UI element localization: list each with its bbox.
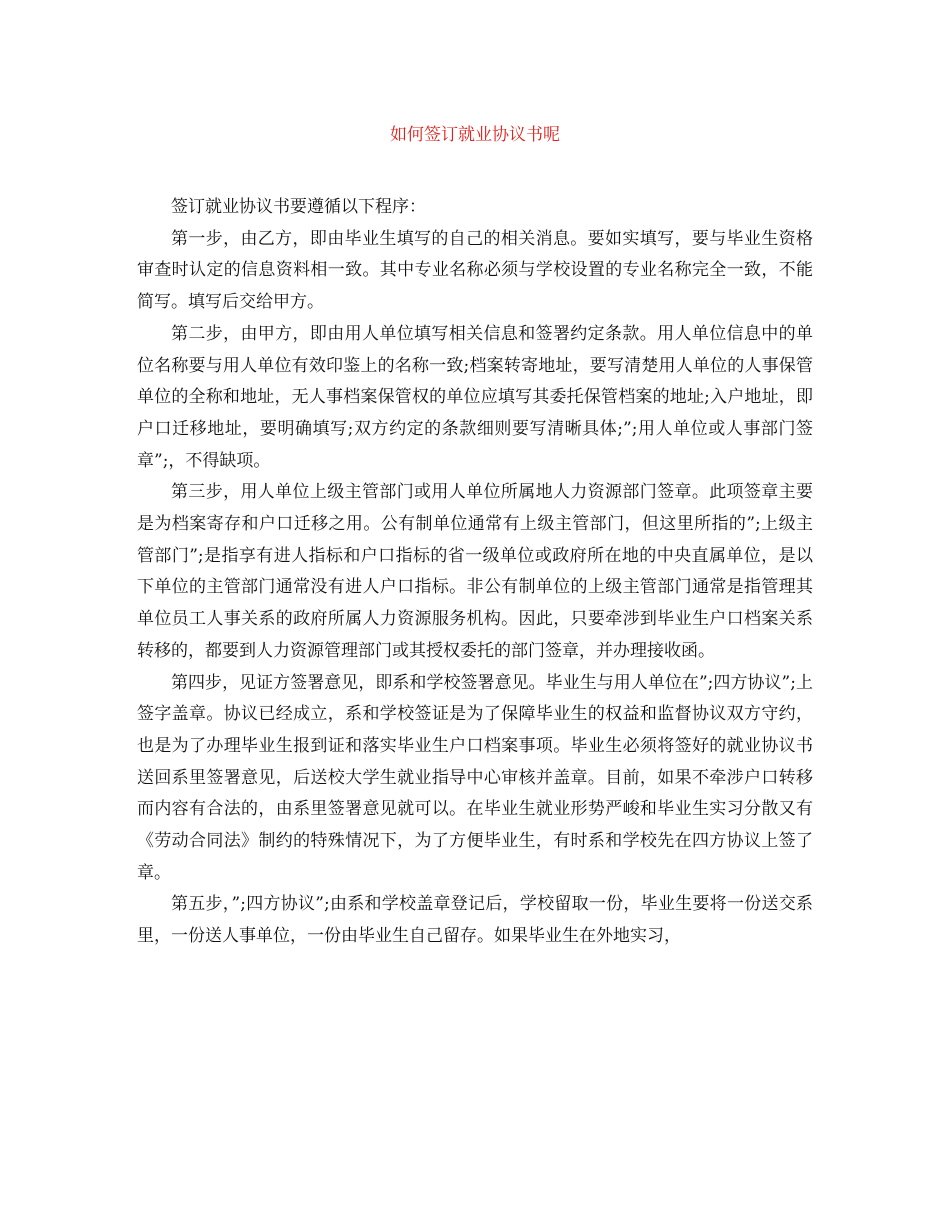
- document-title: 如何签订就业协议书呢: [390, 125, 560, 145]
- paragraph-step-5: 第五步，”;四方协议”;由系和学校盖章登记后，学校留取一份，毕业生要将一份送交系里，一份送人事单位，一份由毕业生自己留存。如果毕业生在外地实习，: [137, 894, 813, 947]
- paragraph-step-3: 第三步，用人单位上级主管部门或用人单位所属地人力资源部门签章。此项签章主要是为档案寄存和户口迁移之用。公有制单位通常有上级主管部门，但这里所指的”;上级主管部门”;是指享有进人指标和户口指标的省一级单位或政府所在地的中央直属单位，是以下单位的主管部门通常没有进人户口指标。非公有制单位的上级主管部门通常是指管理其单位员工人事关系的政府所属人力资源服务机构。因此，只要牵涉到毕业生户口档案关系转移的，都要到人力资源管理部门或其授权委托的部门签章，并办理接收函。: [137, 482, 813, 661]
- paragraph-intro: 签订就业协议书要遵循以下程序：: [171, 197, 426, 217]
- paragraph-step-2: 第二步，由甲方，即由用人单位填写相关信息和签署约定条款。用人单位信息中的单位名称要与用人单位有效印鉴上的名称一致;档案转寄地址，要写清楚用人单位的人事保管单位的全称和地址，无人事档案保管权的单位应填写其委托保管档案的地址;入户地址，即户口迁移地址，要明确填写;双方约定的条款细则要写清晰具体;”;用人单位或人事部门签章”;，不得缺项。: [137, 323, 813, 471]
- document-body: [137, 192, 813, 953]
- paragraph-step-1: 第一步，由乙方，即由毕业生填写的自己的相关消息。要如实填写，要与毕业生资格审查时认定的信息资料相一致。其中专业名称必须与学校设置的专业名称完全一致，不能简写。填写后交给甲方。: [137, 228, 813, 313]
- paragraph-step-4: 第四步，见证方签署意见，即系和学校签署意见。毕业生与用人单位在”;四方协议”;上签字盖章。协议已经成立，系和学校签证是为了保障毕业生的权益和监督协议双方守约，也是为了办理毕业生报到证和落实毕业生户口档案事项。毕业生必须将签好的就业协议书送回系里签署意见，后送校大学生就业指导中心审核并盖章。目前，如果不牵涉户口转移而内容有合法的，由系里签署意见就可以。在毕业生就业形势严峻和毕业生实习分散又有《劳动合同法》制约的特殊情况下，为了方便毕业生，有时系和学校先在四方协议上签了章。: [137, 672, 813, 883]
